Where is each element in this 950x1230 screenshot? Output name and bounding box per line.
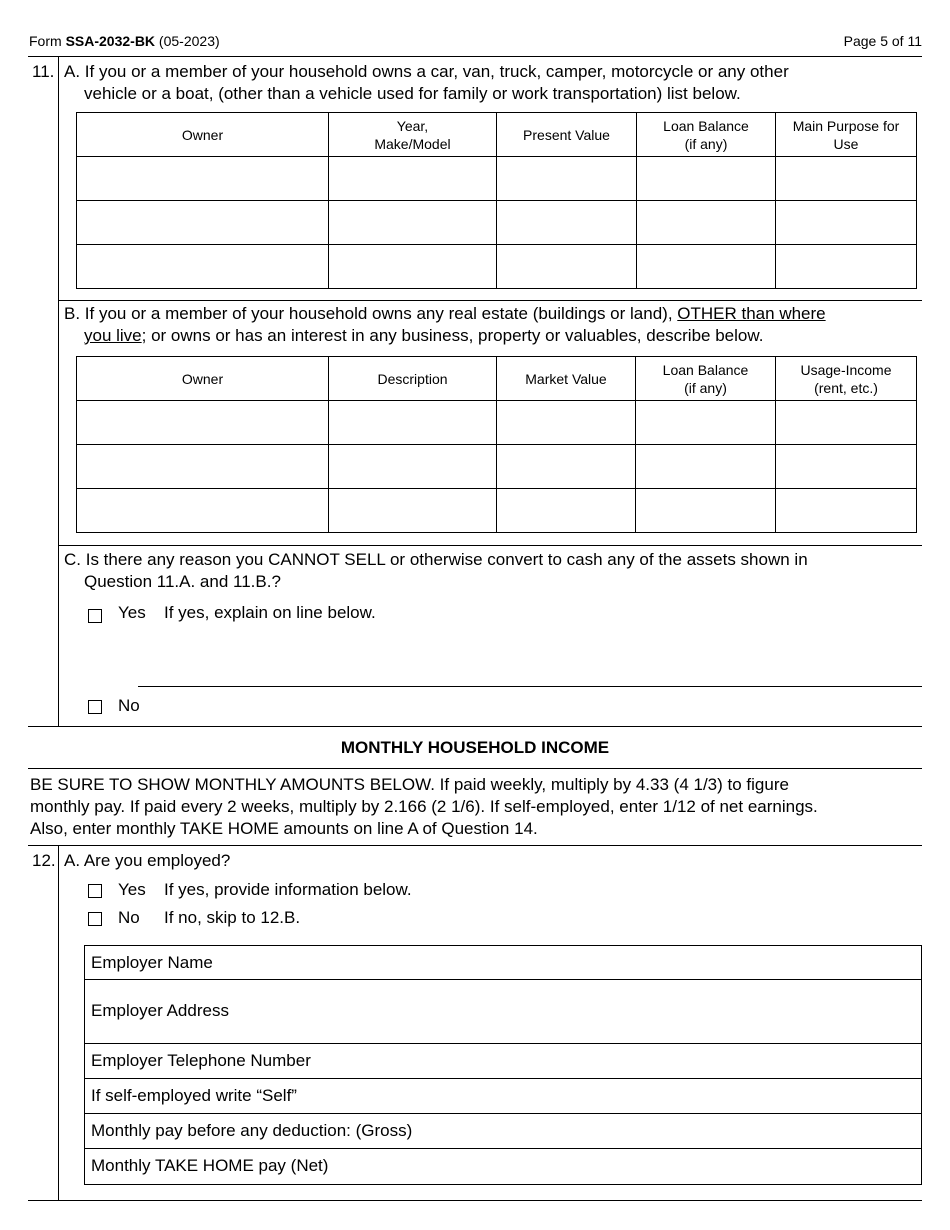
gross-pay-field[interactable] bbox=[84, 1113, 922, 1149]
field-label: If self-employed write “Self” bbox=[91, 1086, 297, 1105]
column-header: Loan Balance (if any) bbox=[636, 357, 776, 401]
vehicle-loan-cell[interactable] bbox=[637, 201, 776, 245]
field-label: Employer Name bbox=[91, 953, 213, 972]
q11c-no-label: No bbox=[118, 696, 140, 715]
q11b-underlined-text: OTHER than where bbox=[677, 304, 826, 323]
property-owner-cell[interactable] bbox=[77, 489, 329, 533]
income-instruction-line2: monthly pay. If paid every 2 weeks, multiply by 2.166 (2 1/6). If self-employed, enter 1/12 of net earnings. bbox=[30, 797, 818, 816]
q11b-text-part: B. If you or a member of your household owns any real estate (buildings or land), bbox=[64, 304, 678, 323]
header-rule bbox=[28, 56, 922, 57]
property-owner-cell[interactable] bbox=[77, 445, 329, 489]
property-loan-cell[interactable] bbox=[636, 489, 776, 533]
q12-yes-note: If yes, provide information below. bbox=[164, 880, 412, 899]
q11b-text-line1 bbox=[64, 303, 826, 325]
property-income-cell[interactable] bbox=[776, 445, 917, 489]
q12-no-checkbox[interactable] bbox=[88, 912, 102, 926]
table-row bbox=[77, 445, 917, 489]
column-header: Owner bbox=[77, 357, 329, 401]
q12-question: A. Are you employed? bbox=[64, 851, 231, 870]
net-pay-field[interactable] bbox=[84, 1148, 922, 1185]
q12-bottom-rule bbox=[28, 1200, 922, 1201]
employer-name-field[interactable] bbox=[84, 945, 922, 980]
property-value-cell[interactable] bbox=[497, 445, 636, 489]
q11c-yes-label: Yes bbox=[118, 603, 146, 622]
property-value-cell[interactable] bbox=[497, 489, 636, 533]
q11c-yes-checkbox[interactable] bbox=[88, 609, 102, 623]
field-label: Employer Telephone Number bbox=[91, 1051, 311, 1070]
vehicle-value-cell[interactable] bbox=[497, 201, 637, 245]
q11-number: 11. bbox=[32, 62, 55, 81]
employer-telephone-field[interactable] bbox=[84, 1043, 922, 1079]
q12-number: 12. bbox=[32, 851, 56, 870]
vehicle-loan-cell[interactable] bbox=[637, 245, 776, 289]
column-header: Market Value bbox=[497, 357, 636, 401]
form-id-line bbox=[29, 32, 220, 50]
form-number: SSA-2032-BK bbox=[65, 33, 156, 49]
q12-yes-label: Yes bbox=[118, 880, 146, 899]
vehicle-owner-cell[interactable] bbox=[77, 157, 329, 201]
q12-margin-rule bbox=[58, 845, 59, 1201]
form-prefix: Form bbox=[29, 33, 66, 49]
property-owner-cell[interactable] bbox=[77, 401, 329, 445]
page-number: Page 5 of 11 bbox=[843, 33, 922, 49]
income-heading-rule bbox=[28, 768, 922, 769]
vehicle-value-cell[interactable] bbox=[497, 245, 637, 289]
property-description-cell[interactable] bbox=[329, 401, 497, 445]
column-header: Main Purpose for Use bbox=[776, 113, 917, 157]
vehicles-table bbox=[76, 112, 917, 289]
field-label: Monthly TAKE HOME pay (Net) bbox=[91, 1156, 329, 1175]
income-instruction-rule bbox=[28, 845, 922, 846]
vehicle-model-cell[interactable] bbox=[329, 245, 497, 289]
explanation-line[interactable] bbox=[138, 686, 922, 687]
column-header: Loan Balance (if any) bbox=[637, 113, 776, 157]
property-description-cell[interactable] bbox=[329, 445, 497, 489]
vehicle-purpose-cell[interactable] bbox=[776, 245, 917, 289]
property-description-cell[interactable] bbox=[329, 489, 497, 533]
income-heading: MONTHLY HOUSEHOLD INCOME bbox=[340, 738, 610, 757]
q11b-text-part: ; or owns or has an interest in any business, property or valuables, describe below. bbox=[141, 326, 764, 345]
q11c-text-line1: C. Is there any reason you CANNOT SELL or otherwise convert to cash any of the assets shown in bbox=[64, 550, 808, 569]
column-header: Present Value bbox=[497, 113, 637, 157]
property-loan-cell[interactable] bbox=[636, 401, 776, 445]
vehicle-purpose-cell[interactable] bbox=[776, 201, 917, 245]
employer-address-field[interactable] bbox=[84, 979, 922, 1044]
column-header: Year, Make/Model bbox=[329, 113, 497, 157]
column-header: Owner bbox=[77, 113, 329, 157]
form-date: (05-2023) bbox=[155, 33, 220, 49]
vehicle-purpose-cell[interactable] bbox=[776, 157, 917, 201]
q11a-divider bbox=[58, 300, 922, 301]
vehicle-value-cell[interactable] bbox=[497, 157, 637, 201]
column-header: Usage-Income (rent, etc.) bbox=[776, 357, 917, 401]
q12-yes-checkbox[interactable] bbox=[88, 884, 102, 898]
q11a-text-line2: vehicle or a boat, (other than a vehicle used for family or work transportation) list below. bbox=[84, 84, 741, 103]
income-instruction-line3: Also, enter monthly TAKE HOME amounts on line A of Question 14. bbox=[30, 819, 538, 838]
q11b-underlined-text: you live bbox=[84, 326, 142, 345]
q11-margin-rule bbox=[58, 56, 59, 726]
vehicle-owner-cell[interactable] bbox=[77, 201, 329, 245]
property-income-cell[interactable] bbox=[776, 489, 917, 533]
table-row bbox=[77, 401, 917, 445]
q11b-text-line2 bbox=[84, 325, 763, 347]
table-row bbox=[77, 245, 917, 289]
vehicle-model-cell[interactable] bbox=[329, 201, 497, 245]
table-row bbox=[77, 157, 917, 201]
table-row bbox=[77, 489, 917, 533]
q11-bottom-rule bbox=[28, 726, 922, 727]
q11c-no-checkbox[interactable] bbox=[88, 700, 102, 714]
vehicle-owner-cell[interactable] bbox=[77, 245, 329, 289]
property-value-cell[interactable] bbox=[497, 401, 636, 445]
table-row bbox=[77, 201, 917, 245]
self-employed-field[interactable] bbox=[84, 1078, 922, 1114]
property-income-cell[interactable] bbox=[776, 401, 917, 445]
column-header: Description bbox=[329, 357, 497, 401]
real-estate-table bbox=[76, 356, 917, 533]
field-label: Monthly pay before any deduction: (Gross) bbox=[91, 1121, 413, 1140]
q11c-text-line2: Question 11.A. and 11.B.? bbox=[84, 572, 281, 591]
q11b-divider bbox=[58, 545, 922, 546]
q11a-text-line1: A. If you or a member of your household owns a car, van, truck, camper, motorcycle or any other bbox=[64, 62, 789, 81]
q12-no-label: No bbox=[118, 908, 140, 927]
vehicle-loan-cell[interactable] bbox=[637, 157, 776, 201]
q12-no-note: If no, skip to 12.B. bbox=[164, 908, 301, 927]
field-label: Employer Address bbox=[91, 1001, 229, 1020]
q11c-yes-note: If yes, explain on line below. bbox=[164, 603, 376, 622]
property-loan-cell[interactable] bbox=[636, 445, 776, 489]
income-instruction-line1: BE SURE TO SHOW MONTHLY AMOUNTS BELOW. If paid weekly, multiply by 4.33 (4 1/3) to figure bbox=[30, 775, 789, 794]
vehicle-model-cell[interactable] bbox=[329, 157, 497, 201]
